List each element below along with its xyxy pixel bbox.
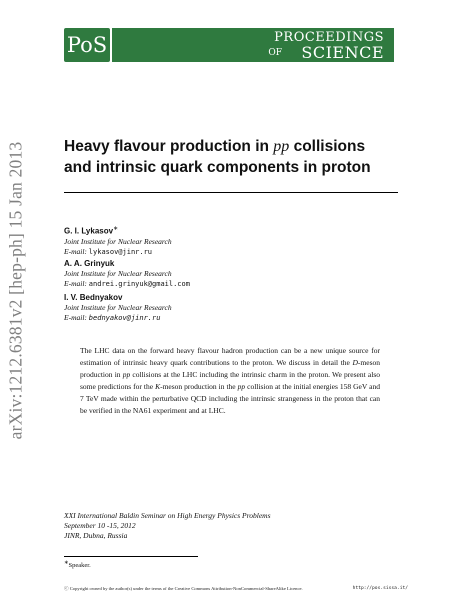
pos-url-link[interactable]: http://pos.sissa.it/ [352, 586, 408, 591]
page-footer [64, 586, 408, 596]
author-affiliation: Joint Institute for Nuclear Research [64, 269, 172, 278]
author-email-address[interactable]: bednyakov@jinr.ru [88, 314, 161, 322]
title-part-2: collisions and intrinsic quark components in proton [64, 138, 371, 176]
proceedings-of-science-banner [112, 28, 394, 62]
footnote [64, 560, 91, 569]
title-divider [64, 192, 398, 193]
conference-location: JINR, Dubna, Russia [64, 531, 128, 540]
author-affiliation: Joint Institute for Nuclear Research [64, 303, 172, 312]
author-email: E-mail: lykasov@jinr.ru [64, 246, 153, 256]
author-affiliation: Joint Institute for Nuclear Research [64, 236, 172, 246]
banner-line-proceedings: PROCEEDINGS [274, 30, 384, 45]
footnote-text: Speaker. [68, 562, 91, 570]
copyright-notice: ⓒ Copyright owned by the author(s) under the terms of the Creative Commons Attribution-NonCommercial-ShareAlike Licence. [64, 586, 303, 591]
conference-dates: September 10 -15, 2012 [64, 521, 136, 530]
footnote-mark: ∗ [64, 560, 69, 566]
arxiv-identifier-stamp [3, 130, 29, 450]
author-email: E-mail: andrei.grinyuk@gmail.com [64, 279, 190, 288]
author-block-1 [64, 224, 364, 257]
conference-name: XXI International Baldin Seminar on High Energy Physics Problems [64, 511, 271, 520]
author-name: A. A. Grinyuk [64, 259, 115, 268]
author-block-2 [64, 258, 364, 289]
speaker-mark: ∗ [113, 226, 119, 232]
pos-logo-mark: PoS [64, 28, 110, 62]
author-name: I. V. Bednyakov [64, 293, 123, 302]
abstract [80, 345, 380, 417]
author-block-3 [64, 292, 364, 323]
title-pp: pp [273, 138, 290, 155]
banner-line-of: OF [268, 48, 282, 58]
title-part-1: Heavy flavour production in [64, 138, 274, 155]
author-email: E-mail: bednyakov@jinr.ru [64, 313, 161, 322]
author-name: G. I. Lykasov∗ [64, 226, 119, 236]
paper-title [64, 136, 394, 178]
banner-line-science: SCIENCE [301, 43, 384, 62]
conference-info [64, 511, 364, 541]
arxiv-identifier-text: arXiv:1212.6381v2 [hep-ph] 15 Jan 2013 [5, 141, 26, 439]
author-email-address[interactable]: lykasov@jinr.ru [88, 247, 153, 256]
footnote-divider [64, 556, 198, 557]
author-email-address[interactable]: andrei.grinyuk@gmail.com [88, 280, 190, 288]
abstract-text: The LHC data on the forward heavy flavour hadron production can be a new unique source for estimation of intrinsic heavy quark contributions to the proton. We discuss in detail the D-meson production in pp collisions at the LHC including the intrinsic charm in the proton. We present also some predictions for the K-meson production in the pp collision at the initial energies 158 GeV and 7 TeV made within the perturbative QCD including the intrinsic strangeness in the proton that can be verified in the NA61 experiment and at LHC. [80, 346, 380, 415]
